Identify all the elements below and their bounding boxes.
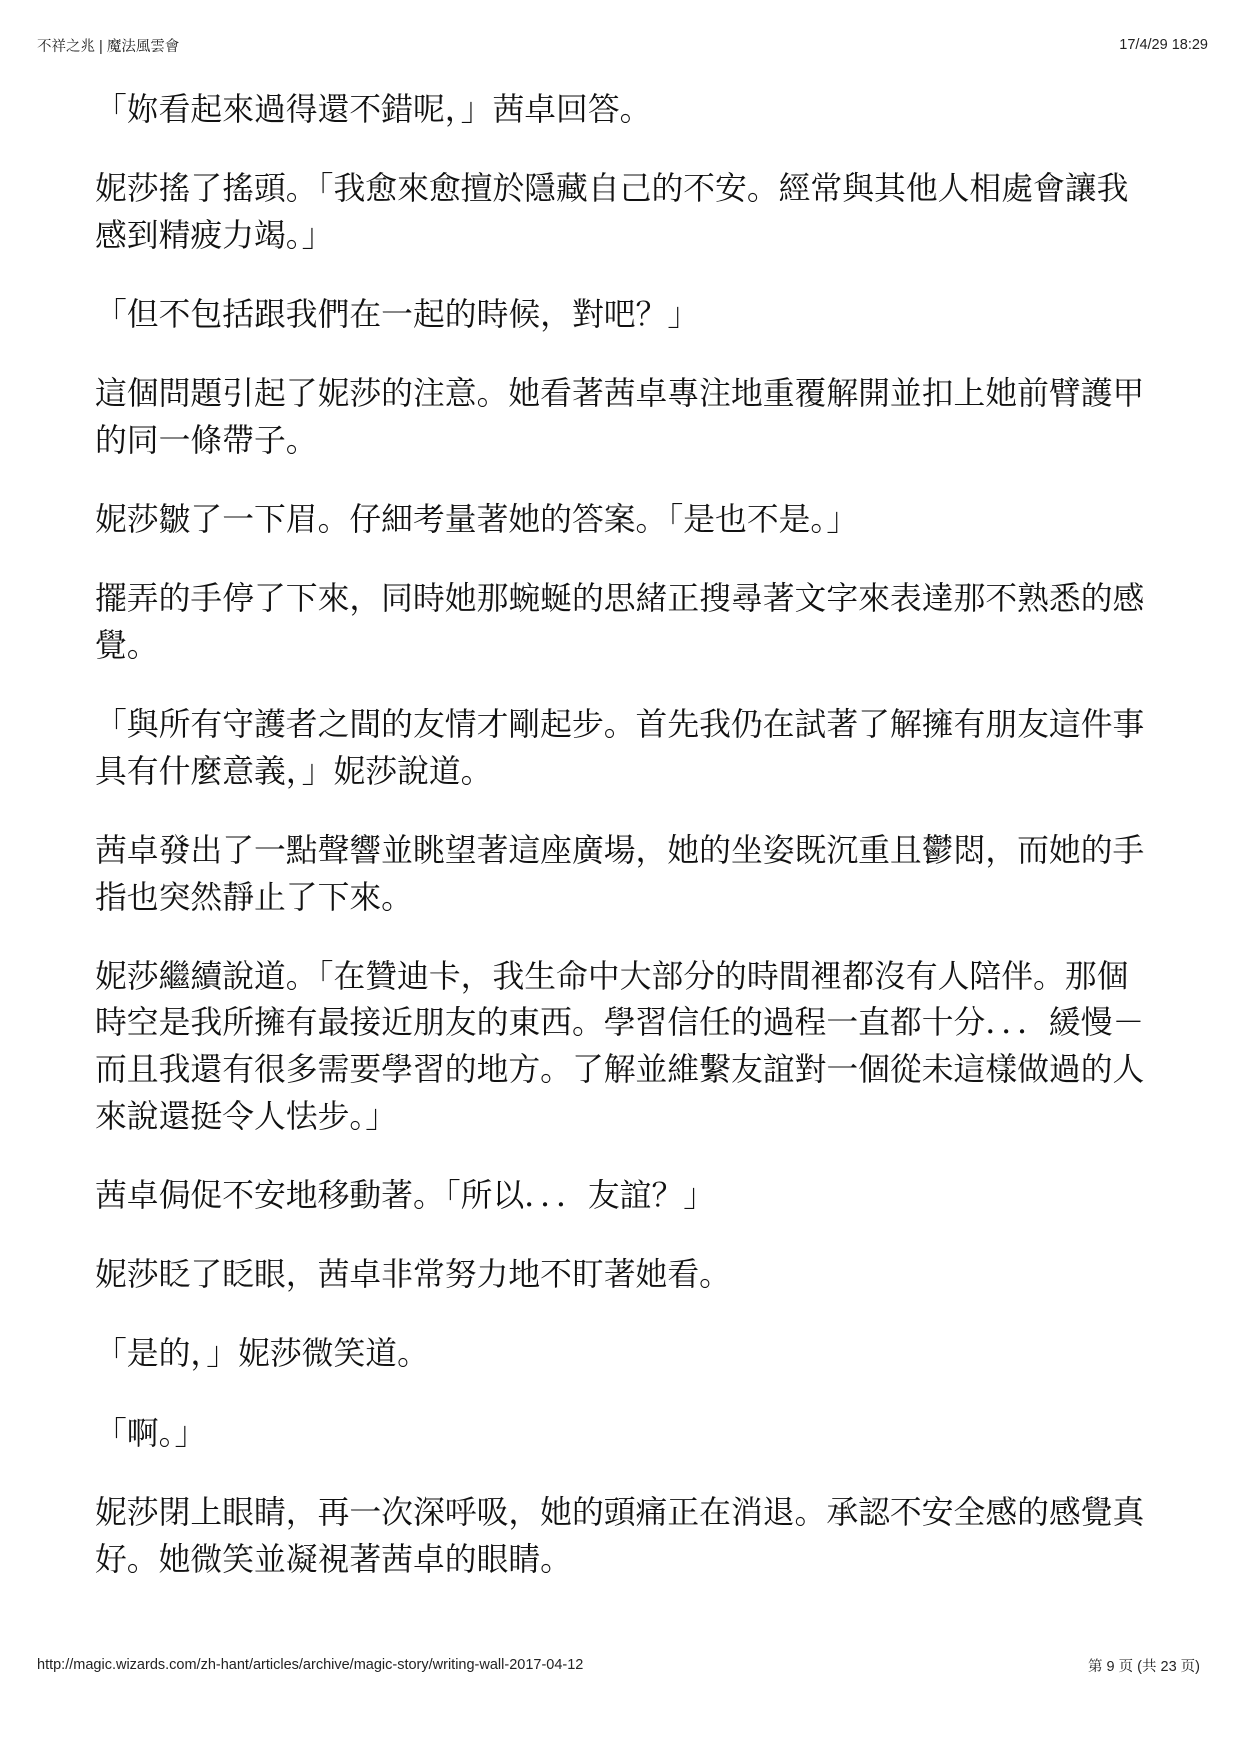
story-paragraph: 這個問題引起了妮莎的注意。她看著茜卓專注地重覆解開並扣上她前臂護甲的同一條帶子。 <box>95 374 1145 459</box>
story-paragraph: 妮莎搖了搖頭。「我愈來愈擅於隱藏自己的不安。經常與其他人相處會讓我感到精疲力竭。」 <box>95 169 1129 254</box>
story-paragraph: 「但不包括跟我們在一起的時候，對吧？」 <box>95 295 700 333</box>
story-paragraph: 妮莎閉上眼睛，再一次深呼吸，她的頭痛正在消退。承認不安全感的感覺真好。她微笑並凝視著茜卓的眼睛。 <box>95 1493 1145 1578</box>
print-header <box>37 36 1208 54</box>
print-footer <box>37 1656 1200 1674</box>
story-paragraph: 妮莎皺了一下眉。仔細考量著她的答案。「是也不是。」 <box>95 500 859 538</box>
print-header-datetime: 17/4/29 18:29 <box>1119 37 1208 53</box>
story-paragraph: 「啊。」 <box>95 1414 207 1452</box>
print-footer-page-number: 第 9 页 (共 23 页) <box>1088 1658 1200 1675</box>
story-paragraph: 茜卓侷促不安地移動著。「所以．．．友誼？」 <box>95 1177 716 1215</box>
story-paragraph: 「與所有守護者之間的友情才剛起步。首先我仍在試著了解擁有朋友這件事具有什麼意義，」妮莎說道。 <box>95 705 1145 790</box>
story-paragraph: 「妳看起來過得還不錯呢，」茜卓回答。 <box>95 90 652 128</box>
print-header-title: 不祥之兆 | 魔法風雲會 <box>37 38 180 55</box>
story-paragraph: 妮莎眨了眨眼，茜卓非常努力地不盯著她看。 <box>95 1256 731 1294</box>
story-paragraph: 擺弄的手停了下來，同時她那蜿蜒的思緒正搜尋著文字來表達那不熟悉的感覺。 <box>95 580 1145 664</box>
article-body <box>95 87 1151 1616</box>
story-paragraph: 茜卓發出了一點聲響並眺望著這座廣場，她的坐姿既沉重且鬱悶，而她的手指也突然靜止了下來。 <box>95 831 1145 916</box>
story-paragraph: 「是的，」妮莎微笑道。 <box>95 1335 429 1373</box>
story-paragraph: 妮莎繼續說道。「在贊迪卡，我生命中大部分的時間裡都沒有人陪伴。那個時空是我所擁有最接近朋友的東西。學習信任的過程一直都十分．．．緩慢－而且我還有很多需要學習的地方。了解並維繫友誼對一個從未這樣做過的人來說還挺令人怯步。」 <box>95 957 1145 1135</box>
print-footer-url: http://magic.wizards.com/zh-hant/articles/archive/magic-story/writing-wall-2017-04-12 <box>37 1657 584 1673</box>
